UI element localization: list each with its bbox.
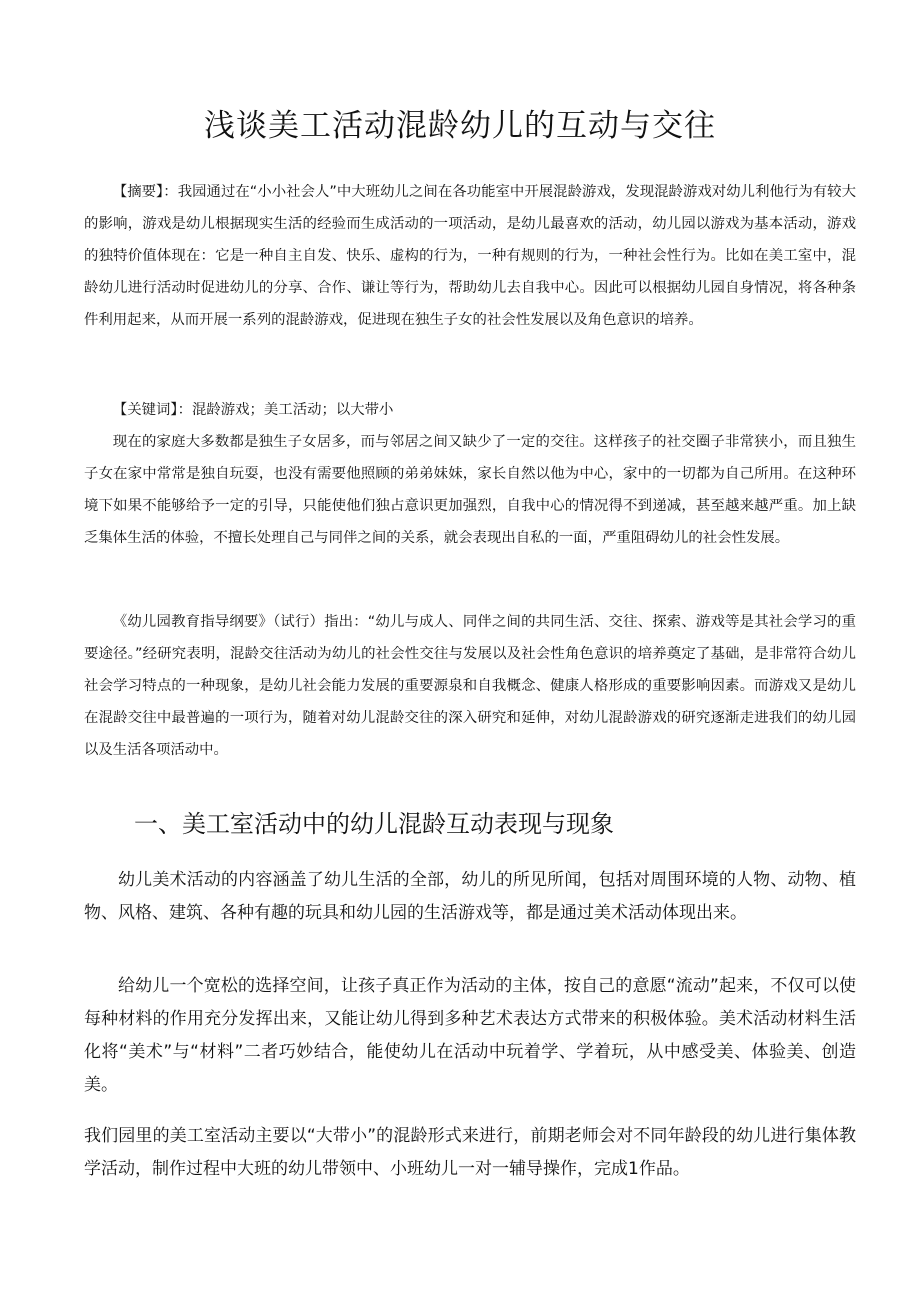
document-title: 浅谈美工活动混龄幼儿的互动与交往 xyxy=(204,108,716,144)
section1-heading: 一、美工室活动中的幼儿混龄互动表现与现象 xyxy=(134,810,614,838)
section1-paragraph-2: 给幼儿一个宽松的选择空间，让孩子真正作为活动的主体，按自己的意愿“流动”起来，不仅可以使每种材料的作用充分发挥出来，又能让幼儿得到多种艺术表达方式带来的积极体验。美术活动材料生活化将“美术”与“材料”二者巧妙结合，能使幼儿在活动中玩着学、学着玩，从中感受美、体验美、创造美。 xyxy=(84,976,856,1095)
abstract-label: 【摘要】 xyxy=(112,184,164,200)
intro-paragraph: 现在的家庭大多数都是独生子女居多，而与邻居之间又缺少了一定的交往。这样孩子的社交圈子非常狭小，而且独生子女在家中常常是独自玩耍，也没有需要他照顾的弟弟妹妹，家长自然以他为中心，家中的一切都为自己所用。在这种环境下如果不能够给予一定的引导，只能使他们独占意识更加强烈，自我中心的情况得不到递减，甚至越来越严重。加上缺乏集体生活的体验，不擅长处理自己与同伴之间的关系，就会表现出自私的一面，严重阻碍幼儿的社会性发展。 xyxy=(84,434,856,546)
guide-paragraph: 《幼儿园教育指导纲要》（试行）指出：“幼儿与成人、同伴之间的共同生活、交往、探索、游戏等是其社会学习的重要途径。”经研究表明，混龄交往活动为幼儿的社会性交往与发展以及社会性角色意识的培养奠定了基础，是非常符合幼儿社会学习特点的一种现象，是幼儿社会能力发展的重要源泉和自我概念、健康人格形成的重要影响因素。而游戏又是幼儿在混龄交往中最普遍的一项行为，随着对幼儿混龄交往的深入研究和延伸，对幼儿混龄游戏的研究逐渐走进我们的幼儿园以及生活各项活动中。 xyxy=(84,614,856,758)
abstract-text: ：我园通过在“小小社会人”中大班幼儿之间在各功能室中开展混龄游戏，发现混龄游戏对幼儿利他行为有较大的影响，游戏是幼儿根据现实生活的经验而生成活动的一项活动，是幼儿最喜欢的活动，幼儿园以游戏为基本活动，游戏的独特价值体现在：它是一种自主自发、快乐、虚构的行为，一种有规则的行为，一种社会性行为。比如在美工室中，混龄幼儿进行活动时促进幼儿的分享、合作、谦让等行为，帮助幼儿去自我中心。因此可以根据幼儿园自身情况，将各种条件利用起来，从而开展一系列的混龄游戏，促进现在独生子女的社会性发展以及角色意识的培养。 xyxy=(84,184,856,328)
abstract-paragraph xyxy=(84,176,856,336)
keywords-label: 【关键词】 xyxy=(112,402,178,418)
section1-paragraph-1: 幼儿美术活动的内容涵盖了幼儿生活的全部，幼儿的所见所闻，包括对周围环境的人物、动物、植物、风格、建筑、各种有趣的玩具和幼儿园的生活游戏等，都是通过美术活动体现出来。 xyxy=(84,870,856,923)
section1-paragraph-3: 我们园里的美工室活动主要以“大带小”的混龄形式来进行，前期老师会对不同年龄段的幼儿进行集体教学活动，制作过程中大班的幼儿带领中、小班幼儿一对一辅导操作，完成1作品。 xyxy=(84,1126,856,1179)
keywords-text: ：混龄游戏；美工活动；以大带小 xyxy=(177,402,394,418)
keywords-paragraph xyxy=(84,394,856,426)
